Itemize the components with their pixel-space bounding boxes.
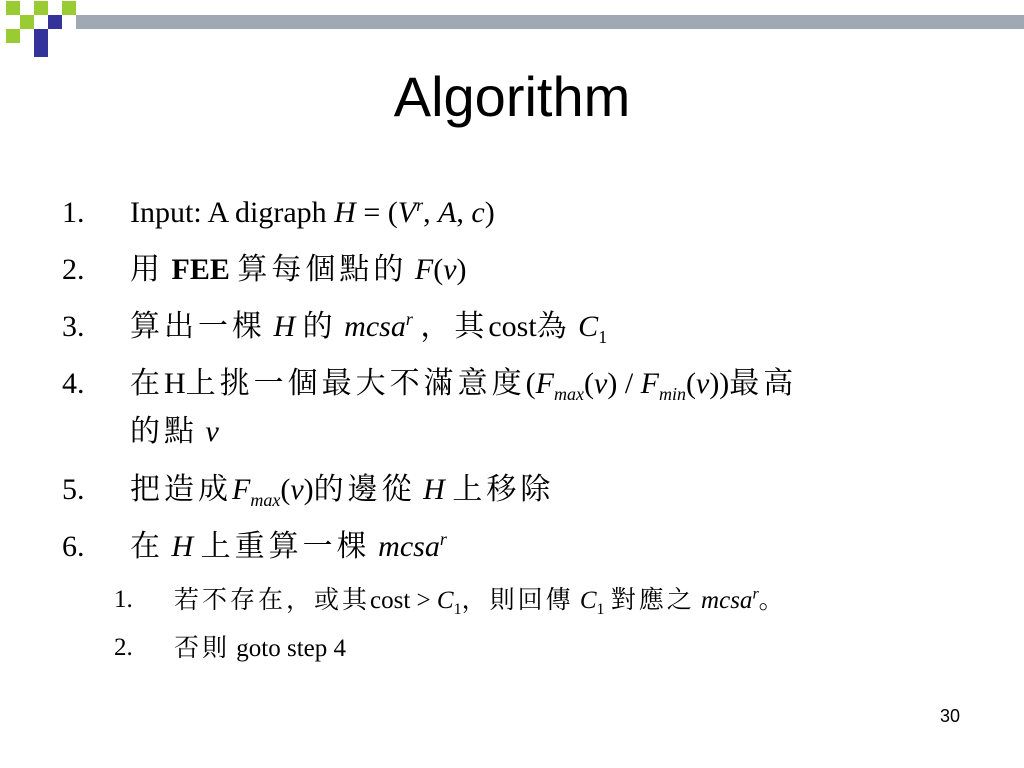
decor-square — [6, 1, 20, 15]
item-number: 1. — [62, 196, 85, 229]
item-number: 6. — [62, 530, 85, 563]
decor-square — [20, 15, 34, 29]
item-number: 2. — [62, 253, 85, 286]
item-text-continuation: 的點 v — [130, 414, 219, 449]
page-number: 30 — [939, 706, 960, 726]
item-text: 在H上挑一個最大不滿意度$(F_{max}(v) / F_{min}(v))$最高 — [130, 366, 798, 404]
item-text: Input: A digraph $H = (V^r$, A, c) — [130, 195, 495, 229]
decor-square — [34, 29, 48, 43]
slide-title: Algorithm — [393, 65, 631, 128]
item-number: 3. — [62, 310, 85, 343]
item-text: 算出一棵 H 的 mcsa$^r$ ，其cost為 $C_1$ — [130, 309, 608, 347]
subitem-number: 2. — [114, 634, 133, 661]
decor-square — [6, 29, 20, 43]
subitem-text: 否則 goto step 4 — [174, 633, 346, 662]
header-bar — [76, 15, 1024, 29]
subitem-number: 1. — [114, 586, 133, 613]
decor-square — [34, 1, 48, 15]
item-number: 5. — [62, 473, 85, 506]
item-text: 把造成$F_{max}(v)$的邊從 H 上移除 — [130, 472, 555, 510]
subitem-text: 若不存在，或其$\cos t > C_1$，則回傳 $C_1$ 對應之 mcsa$^r$。 — [174, 585, 787, 618]
decor-square — [62, 1, 76, 15]
item-text: 用 FEE 算每個點的 F(v) — [130, 252, 467, 287]
item-number: 4. — [62, 367, 85, 400]
decor-square — [48, 15, 62, 29]
decor-square — [34, 43, 48, 57]
item-text: 在 H 上重算一棵 mcsa$^r$ — [130, 529, 447, 564]
